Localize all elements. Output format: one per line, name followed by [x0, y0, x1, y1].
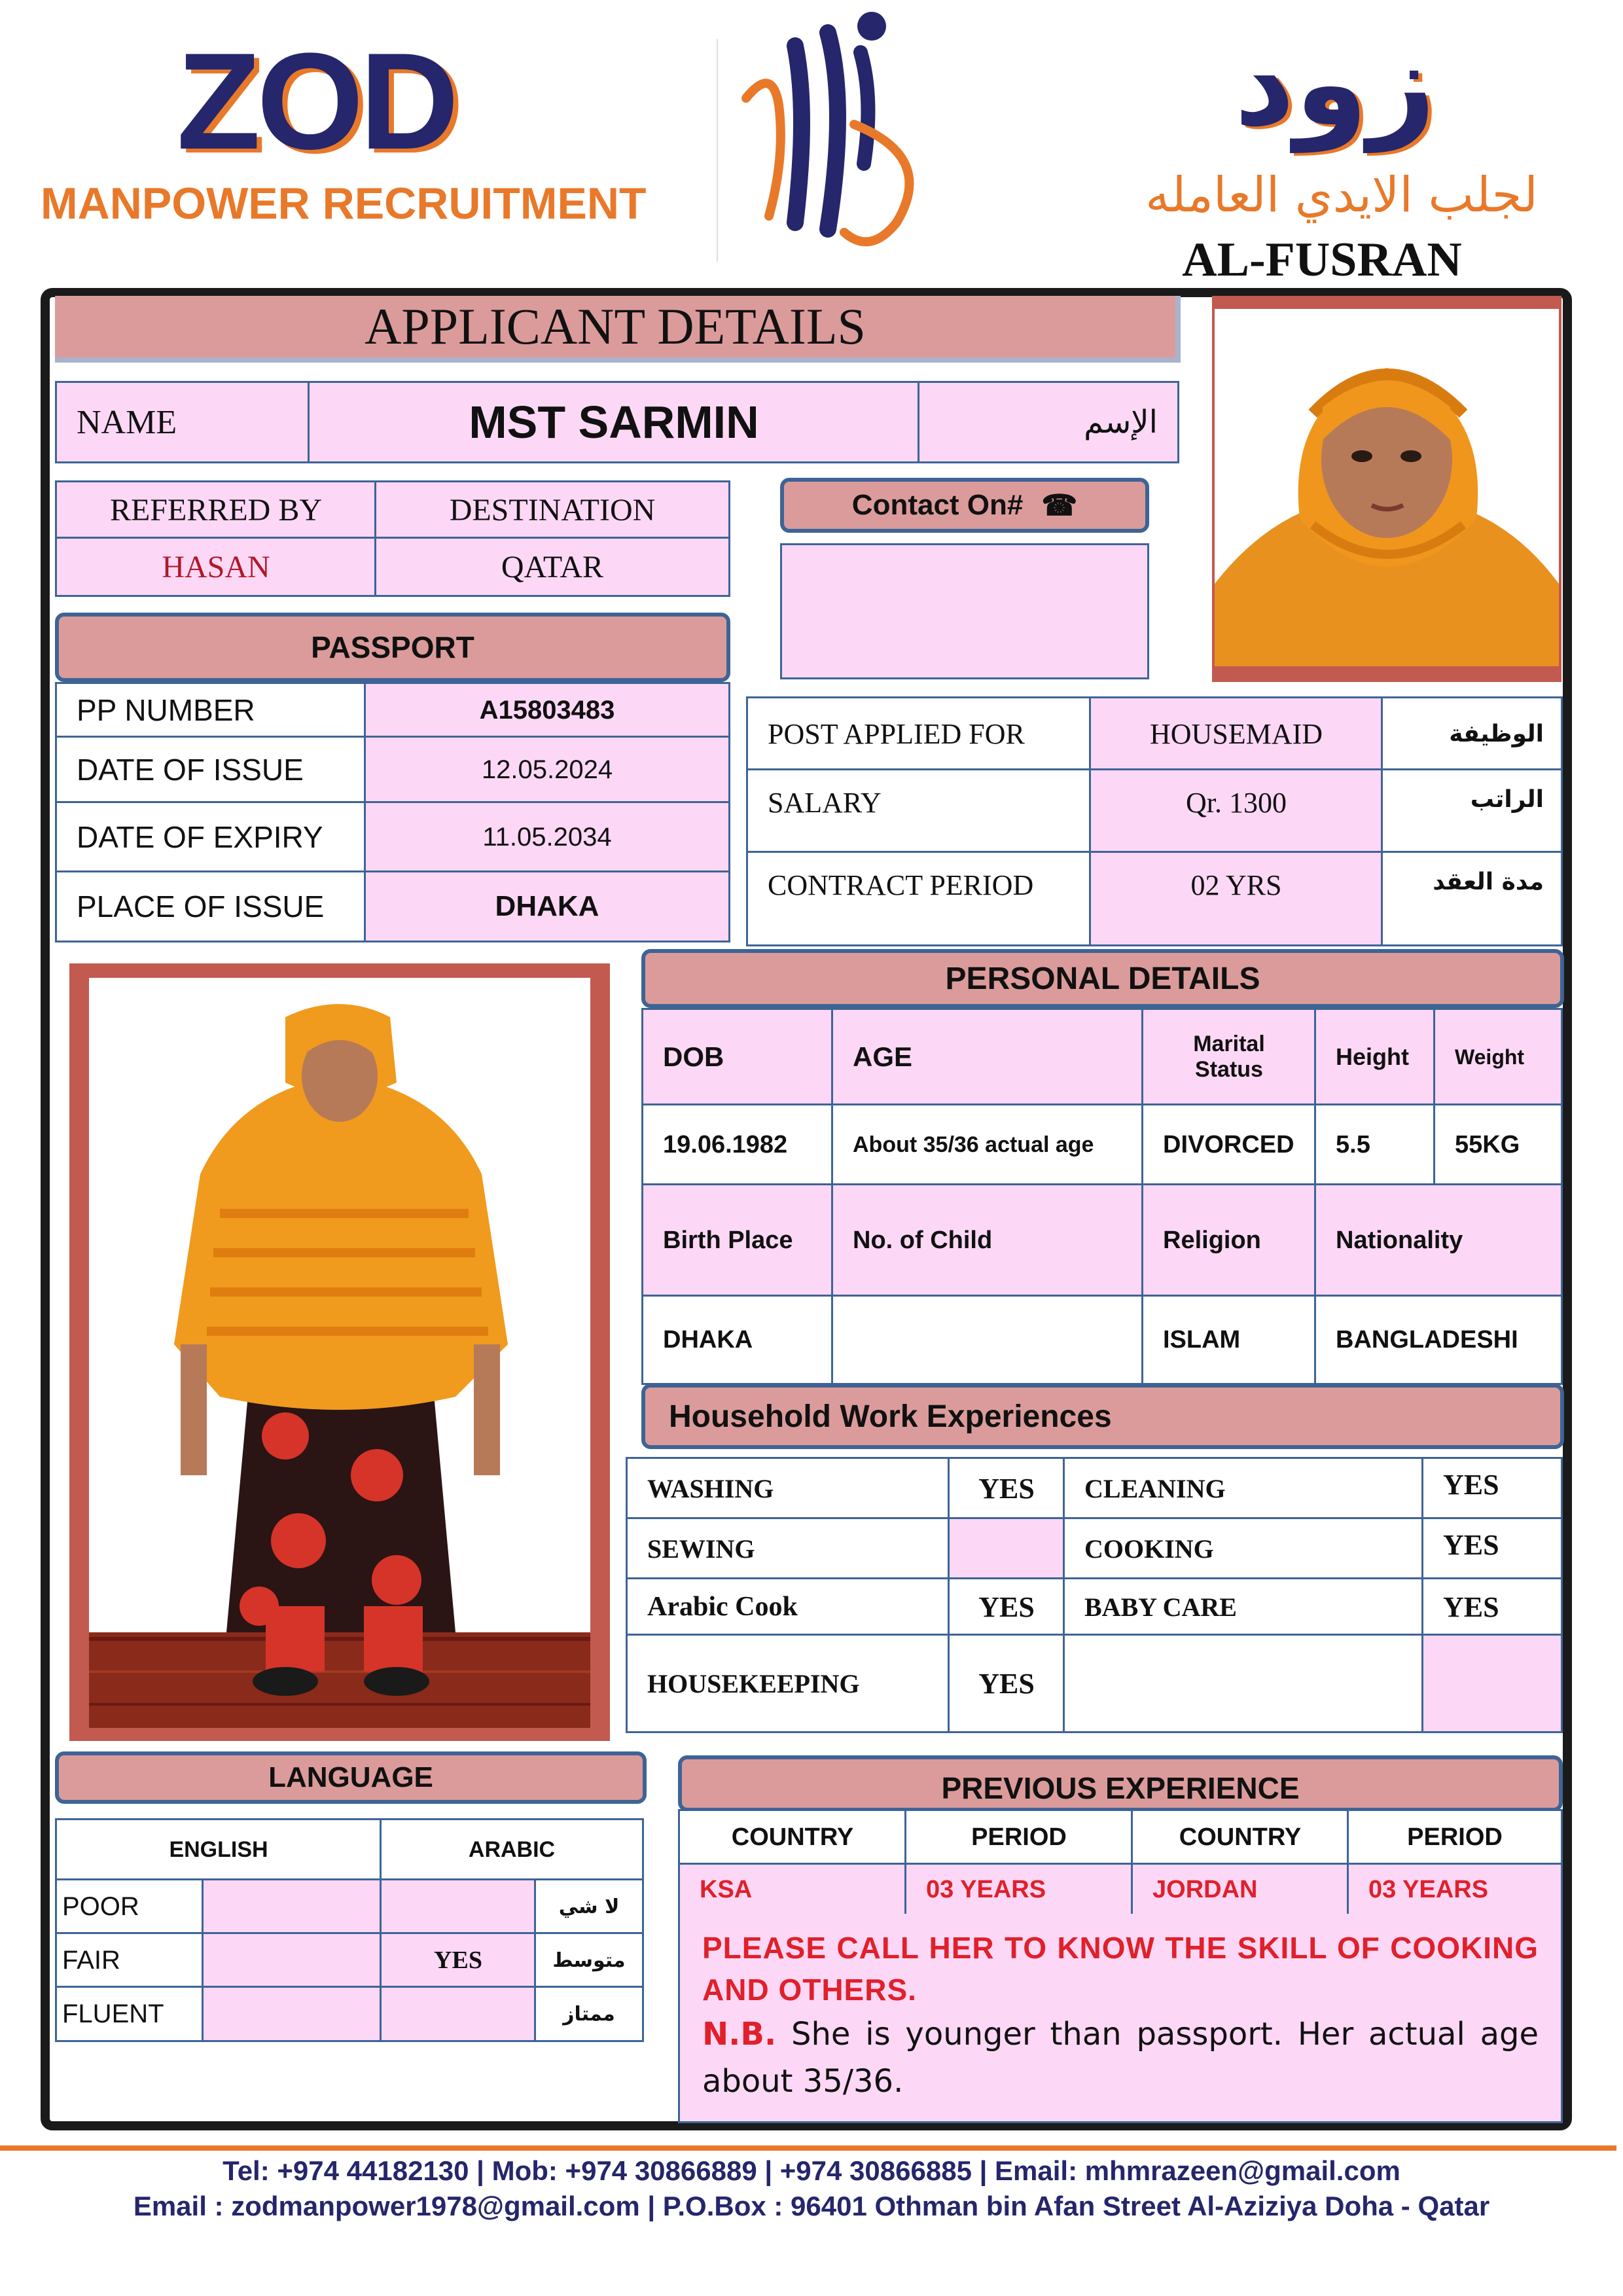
english-level-value: [202, 1986, 382, 2042]
post-arabic-label: الراتب: [1381, 768, 1563, 853]
full-body-photo-frame: [69, 963, 610, 1741]
personal-details-title: PERSONAL DETAILS: [945, 961, 1260, 996]
household-skill: COOKING: [1063, 1517, 1424, 1580]
language-column-header: ARABIC: [380, 1818, 644, 1881]
passport-value: 12.05.2024: [364, 736, 730, 804]
personal-header-cell: Birth Place: [641, 1183, 834, 1297]
remarks-box: [678, 1914, 1563, 2123]
passport-label: PLACE OF ISSUE: [55, 870, 366, 942]
household-skill-value: YES: [1421, 1517, 1563, 1580]
subbrand: AL-FUSRAN: [1182, 233, 1462, 287]
personal-header-cell: Nationality: [1314, 1183, 1563, 1297]
previous-experience-header: [678, 1755, 1563, 1812]
post-label: SALARY: [746, 768, 1092, 853]
arabic-level-value: [380, 1986, 537, 2042]
header-divider: [717, 39, 718, 262]
previous-header-cell: COUNTRY: [678, 1809, 907, 1865]
arabic-level-value: [380, 1878, 537, 1935]
personal-value-cell: 5.5: [1314, 1103, 1436, 1186]
destination-value: QATAR: [374, 537, 730, 597]
post-value: Qr. 1300: [1089, 768, 1383, 853]
post-arabic-label: الوظيفة: [1381, 696, 1563, 771]
remarks-call-note: PLEASE CALL HER TO KNOW THE SKILL OF COOKING AND OTHERS.: [702, 1931, 1539, 2007]
arabic-tagline: لجلب الايدي العامله: [1145, 167, 1538, 223]
household-skill-value: [948, 1517, 1065, 1580]
previous-header-cell: PERIOD: [904, 1809, 1133, 1865]
language-level-label: FLUENT: [55, 1986, 204, 2042]
household-title: Household Work Experiences: [669, 1399, 1112, 1434]
footer-contact-line: Tel: +974 44182130 | Mob: +974 30866889 | +974 30866885 | Email: mhmrazeen@gmail.com: [223, 2155, 1400, 2186]
english-level-value: [202, 1932, 382, 1988]
personal-value-cell: BANGLADESHI: [1314, 1295, 1563, 1385]
footer-address-line: Email : zodmanpower1978@gmail.com | P.O.Box : 96401 Othman bin Afan Street Al-Aziziya Doha - Qatar: [133, 2191, 1490, 2221]
applicant-full-body-photo: [89, 978, 590, 1728]
household-skill: WASHING: [626, 1457, 950, 1520]
previous-value-cell: 03 YEARS: [904, 1863, 1133, 1916]
arabic-brand: زود: [1234, 16, 1436, 152]
personal-header-cell: AGE: [831, 1008, 1144, 1106]
post-arabic-label: مدة العقد: [1381, 851, 1563, 946]
applicant-title-bar: [55, 296, 1181, 363]
personal-header-cell: DOB: [641, 1008, 834, 1106]
post-label: POST APPLIED FOR: [746, 696, 1092, 771]
brand-logo-text: ZOD: [177, 24, 455, 178]
page-title: APPLICANT DETAILS: [365, 298, 866, 355]
passport-title: PASSPORT: [311, 630, 474, 664]
header: [0, 0, 1623, 288]
arabic-level-label: لا شي: [534, 1878, 644, 1935]
remarks-nb-note: [702, 2011, 1539, 2105]
previous-experience-title: PREVIOUS EXPERIENCE: [941, 1771, 1300, 1805]
household-skill: [1063, 1634, 1424, 1733]
passport-value: 11.05.2034: [364, 801, 730, 873]
household-skill: BABY CARE: [1063, 1577, 1424, 1636]
passport-value: A15803483: [364, 682, 730, 738]
post-label: CONTRACT PERIOD: [746, 851, 1092, 946]
personal-header-cell: Religion: [1141, 1183, 1317, 1297]
contact-header: [780, 478, 1149, 533]
previous-header-cell: COUNTRY: [1131, 1809, 1349, 1865]
personal-details-header: [641, 949, 1564, 1008]
household-skill-value: YES: [1421, 1457, 1563, 1520]
personal-value-cell: DHAKA: [641, 1295, 834, 1385]
household-skill: CLEANING: [1063, 1457, 1424, 1520]
language-level-label: FAIR: [55, 1932, 204, 1988]
household-header: [641, 1384, 1564, 1449]
previous-value-cell: KSA: [678, 1863, 907, 1916]
passport-label: DATE OF EXPIRY: [55, 801, 366, 873]
household-skill: Arabic Cook: [626, 1577, 950, 1636]
previous-value-cell: JORDAN: [1131, 1863, 1349, 1916]
nb-label: N.B.: [702, 2016, 777, 2053]
arabic-level-label: ممتاز: [534, 1986, 644, 2042]
language-column-header: ENGLISH: [55, 1818, 382, 1881]
post-value: 02 YRS: [1089, 851, 1383, 946]
passport-value: DHAKA: [364, 870, 730, 942]
portrait-photo-frame: [1212, 296, 1561, 682]
previous-header-cell: PERIOD: [1347, 1809, 1563, 1865]
language-level-label: POOR: [55, 1878, 204, 1935]
personal-value-cell: 19.06.1982: [641, 1103, 834, 1186]
personal-value-cell: About 35/36 actual age: [831, 1103, 1144, 1186]
personal-header-cell: Height: [1314, 1008, 1436, 1106]
contact-value-box: [780, 543, 1149, 679]
destination-label: DESTINATION: [374, 480, 730, 539]
footer-rule: [0, 2145, 1616, 2151]
household-skill-value: YES: [948, 1634, 1065, 1733]
language-header: [55, 1751, 647, 1804]
personal-value-cell: DIVORCED: [1141, 1103, 1317, 1186]
household-skill-value: YES: [1421, 1577, 1563, 1636]
passport-header: [55, 613, 730, 682]
applicant-name: MST SARMIN: [308, 381, 920, 463]
nb-text: She is younger than passport. Her actual age about 35/36.: [702, 2016, 1539, 2100]
household-skill: SEWING: [626, 1517, 950, 1580]
arabic-level-value: YES: [380, 1932, 537, 1988]
contact-label: Contact On#: [851, 489, 1024, 521]
referred-by-label: REFERRED BY: [55, 480, 377, 539]
name-arabic-label: الإسم: [918, 381, 1179, 463]
household-skill: HOUSEKEEPING: [626, 1634, 950, 1733]
personal-value-cell: ISLAM: [1141, 1295, 1317, 1385]
applicant-portrait: [1215, 309, 1559, 666]
household-skill-value: YES: [948, 1457, 1065, 1520]
language-title: LANGUAGE: [268, 1761, 433, 1793]
personal-value-cell: [831, 1295, 1144, 1385]
company-emblem: [733, 7, 929, 262]
previous-value-cell: 03 YEARS: [1347, 1863, 1563, 1916]
household-skill-value: YES: [948, 1577, 1065, 1636]
arabic-level-label: متوسط: [534, 1932, 644, 1988]
personal-value-cell: 55KG: [1433, 1103, 1563, 1186]
telephone-icon: ☎: [1041, 489, 1078, 522]
brand-tagline: MANPOWER RECRUITMENT: [41, 179, 647, 228]
footer: [0, 2153, 1623, 2245]
personal-header-cell: Weight: [1433, 1008, 1563, 1106]
personal-header-cell: No. of Child: [831, 1183, 1144, 1297]
post-value: HOUSEMAID: [1089, 696, 1383, 771]
name-label: NAME: [55, 381, 310, 463]
passport-label: PP NUMBER: [55, 682, 366, 738]
household-skill-value: [1421, 1634, 1563, 1733]
referred-by-value: HASAN: [55, 537, 377, 597]
personal-header-cell: Marital Status: [1141, 1008, 1317, 1106]
english-level-value: [202, 1878, 382, 1935]
passport-label: DATE OF ISSUE: [55, 736, 366, 804]
